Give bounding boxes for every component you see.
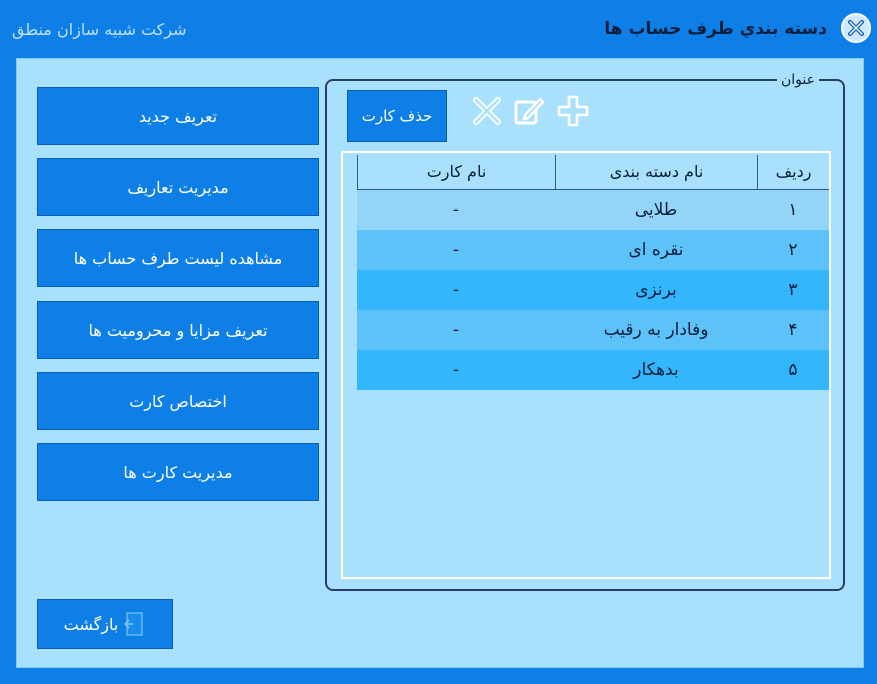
table-header	[357, 155, 829, 190]
table-row[interactable]	[357, 310, 829, 350]
category-name: نقره ای	[628, 240, 684, 260]
new-definition-button[interactable]: تعریف جدید	[37, 87, 319, 145]
back-label: بازگشت	[63, 614, 119, 634]
card-name: -	[452, 320, 460, 340]
view-accounts-list-button[interactable]: مشاهده لیست طرف حساب ها	[37, 229, 319, 287]
table-row[interactable]	[357, 350, 829, 390]
category-name: برنزی	[635, 280, 677, 300]
group-title: عنوان	[777, 71, 819, 89]
company-name: شرکت شبیه سازان منطق	[12, 20, 187, 39]
row-number: ۱	[788, 200, 798, 220]
close-icon	[847, 19, 865, 37]
row-number: ۴	[788, 320, 798, 340]
card-name: -	[452, 360, 460, 380]
edit-icon-button[interactable]	[512, 93, 546, 129]
delete-card-button[interactable]: حذف کارت	[347, 90, 447, 142]
category-name: وفادار به رقیب	[603, 320, 709, 340]
x-icon	[471, 95, 503, 127]
row-number: ۵	[788, 360, 798, 380]
window-title: دسته بندي طرف حساب ها	[604, 19, 827, 39]
table-body	[357, 190, 829, 390]
header-row-number[interactable]: رديف	[757, 155, 829, 189]
header-card-name[interactable]: نام کارت	[357, 155, 555, 189]
close-button[interactable]	[841, 13, 871, 43]
row-number: ۲	[788, 240, 798, 260]
define-benefits-button[interactable]: تعریف مزایا و محرومیت ها	[37, 301, 319, 359]
card-name: -	[452, 280, 460, 300]
row-number: ۳	[788, 280, 798, 300]
edit-icon	[513, 95, 545, 127]
card-name: -	[452, 200, 460, 220]
main-panel	[16, 58, 864, 668]
delete-icon-button[interactable]	[470, 93, 504, 129]
categories-table	[341, 151, 831, 579]
header-category-name[interactable]: نام دسته بندی	[555, 155, 757, 189]
table-row[interactable]	[357, 190, 829, 230]
category-name: بدهکار	[633, 360, 679, 380]
manage-definitions-button[interactable]: مدیریت تعاریف	[37, 158, 319, 216]
table-row[interactable]	[357, 230, 829, 270]
back-button[interactable]	[37, 599, 173, 649]
title-bar	[0, 0, 877, 56]
add-icon-button[interactable]	[556, 93, 590, 129]
plus-icon	[557, 95, 589, 127]
assign-card-button[interactable]: اختصاص کارت	[37, 372, 319, 430]
categories-group	[325, 72, 845, 591]
category-name: طلایی	[634, 200, 678, 220]
card-name: -	[452, 240, 460, 260]
back-door-icon	[124, 611, 146, 637]
table-row[interactable]	[357, 270, 829, 310]
manage-cards-button[interactable]: مدیریت کارت ها	[37, 443, 319, 501]
